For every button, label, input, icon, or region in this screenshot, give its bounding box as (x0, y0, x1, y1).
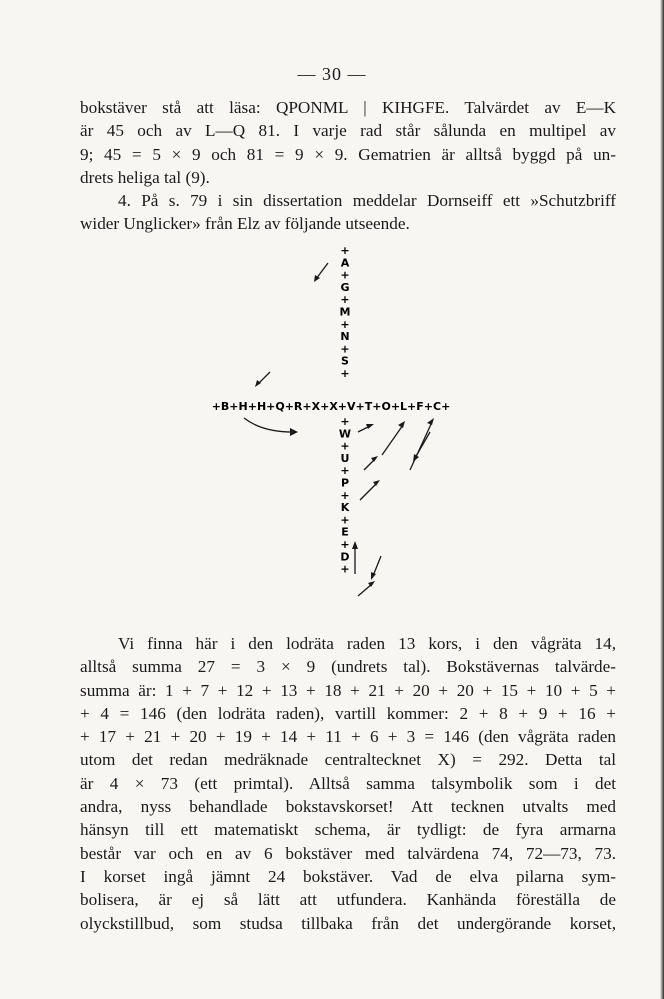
cross-glyph: + (340, 317, 350, 331)
arrow-11 (371, 556, 381, 580)
page-edge-shadow (660, 0, 664, 999)
arrow-7 (413, 432, 430, 462)
cross-glyph: E (341, 525, 349, 539)
cross-glyph: G (340, 280, 350, 294)
text-line: Vi finna här i den lodräta raden 13 kors, i den vågräta 14, (118, 634, 616, 653)
cross-glyph: + (340, 538, 350, 551)
text-line: bokstäver stå att läsa: QPONML | KIHGFE. Talvärdet av E—K (80, 98, 616, 117)
arrow-6 (410, 418, 434, 470)
cross-glyph: S (341, 354, 349, 368)
cross-glyph: + (340, 268, 350, 282)
cross-glyph: + (340, 342, 350, 356)
cross-glyph: W (338, 427, 352, 441)
text-line: består var och en av 6 bokstäver med talvärdena 74, 72—73, 73. (80, 843, 616, 863)
arrow-9 (360, 480, 380, 500)
cross-glyph: + (340, 439, 350, 453)
cross-glyph: + (340, 367, 350, 380)
cross-glyph: + (340, 513, 350, 527)
cross-glyph: + (340, 488, 350, 502)
text-line: summa är: 1 + 7 + 12 + 13 + 18 + 21 + 20 + 20 + 15 + 10 + 5 + (80, 680, 616, 700)
arrow-2 (255, 372, 270, 387)
cross-vertical-bottom-arm (339, 415, 351, 576)
arrow-4 (358, 424, 374, 432)
cross-glyph: U (340, 451, 350, 465)
text-line: 4. På s. 79 i sin dissertation meddelar Dornseiff ett »Schutzbriff (118, 191, 616, 210)
cross-glyph: N (340, 330, 350, 344)
cross-glyph: A (340, 256, 350, 270)
arrow-1 (314, 263, 328, 282)
arrow-8 (364, 456, 378, 470)
text-line: + 4 = 146 (den lodräta raden), vartill kommer: 2 + 8 + 9 + 16 + (80, 703, 616, 723)
text-line: drets heliga tal (9). (80, 167, 210, 187)
cross-glyph: + (340, 293, 350, 307)
text-line: är 4 × 73 (ett primtal). Alltså samma talsymbolik som i det (80, 773, 616, 793)
arrow-5 (382, 421, 405, 455)
cross-glyph: M (339, 305, 351, 319)
cross-glyph: + (340, 464, 350, 478)
text-line: hänsyn till ett matematiskt schema, är tydligt: de fyra armarna (80, 820, 616, 840)
cross-glyph: K (340, 501, 350, 515)
text-line: olyckstillbud, som studsa tillbaka från det undergörande korset, (80, 913, 616, 933)
cross-horizontal-arm: +B+H+H+Q+R+X+X+V+T+O+L+F+C+ (211, 400, 451, 413)
text-line: 9; 45 = 5 × 9 och 81 = 9 × 9. Gematrien är alltså byggd på un- (80, 144, 616, 164)
text-line: bolisera, är ej så lätt att utfundera. Kanhända föreställa de (80, 890, 616, 910)
page-number: — 30 — (297, 64, 367, 84)
text-line: andra, nyss behandlade bokstavskorset! Att tecknen utvalts med (80, 797, 616, 817)
cross-glyph: + (340, 562, 350, 576)
arrow-12 (358, 581, 375, 596)
text-line: är 45 och av L—Q 81. I varje rad står sålunda en multipel av (80, 121, 616, 141)
text-line: I korset ingå jämnt 24 bokstäver. Vad de elva pilarna sym- (80, 866, 616, 886)
text-line: wider Unglicker» från Elz av följande utseende. (80, 214, 410, 234)
bottom-paragraph (80, 632, 616, 935)
text-line: + 17 + 21 + 20 + 19 + 14 + 11 + 6 + 3 = 146 (den vågräta raden (80, 727, 616, 747)
text-line: alltså summa 27 = 3 × 9 (undrets tal). Bokstävernas talvärde- (80, 657, 616, 677)
cross-glyph: D (340, 550, 350, 564)
cross-glyph: P (340, 476, 350, 490)
cross-vertical-top-arm (340, 244, 351, 380)
cross-glyph: + (340, 244, 350, 257)
arrow-10 (352, 541, 358, 574)
cross-glyph: + (340, 415, 350, 428)
text-line: utom det redan medräknade centraltecknet X) = 292. Detta tal (80, 750, 616, 770)
arrow-3 (244, 418, 298, 436)
